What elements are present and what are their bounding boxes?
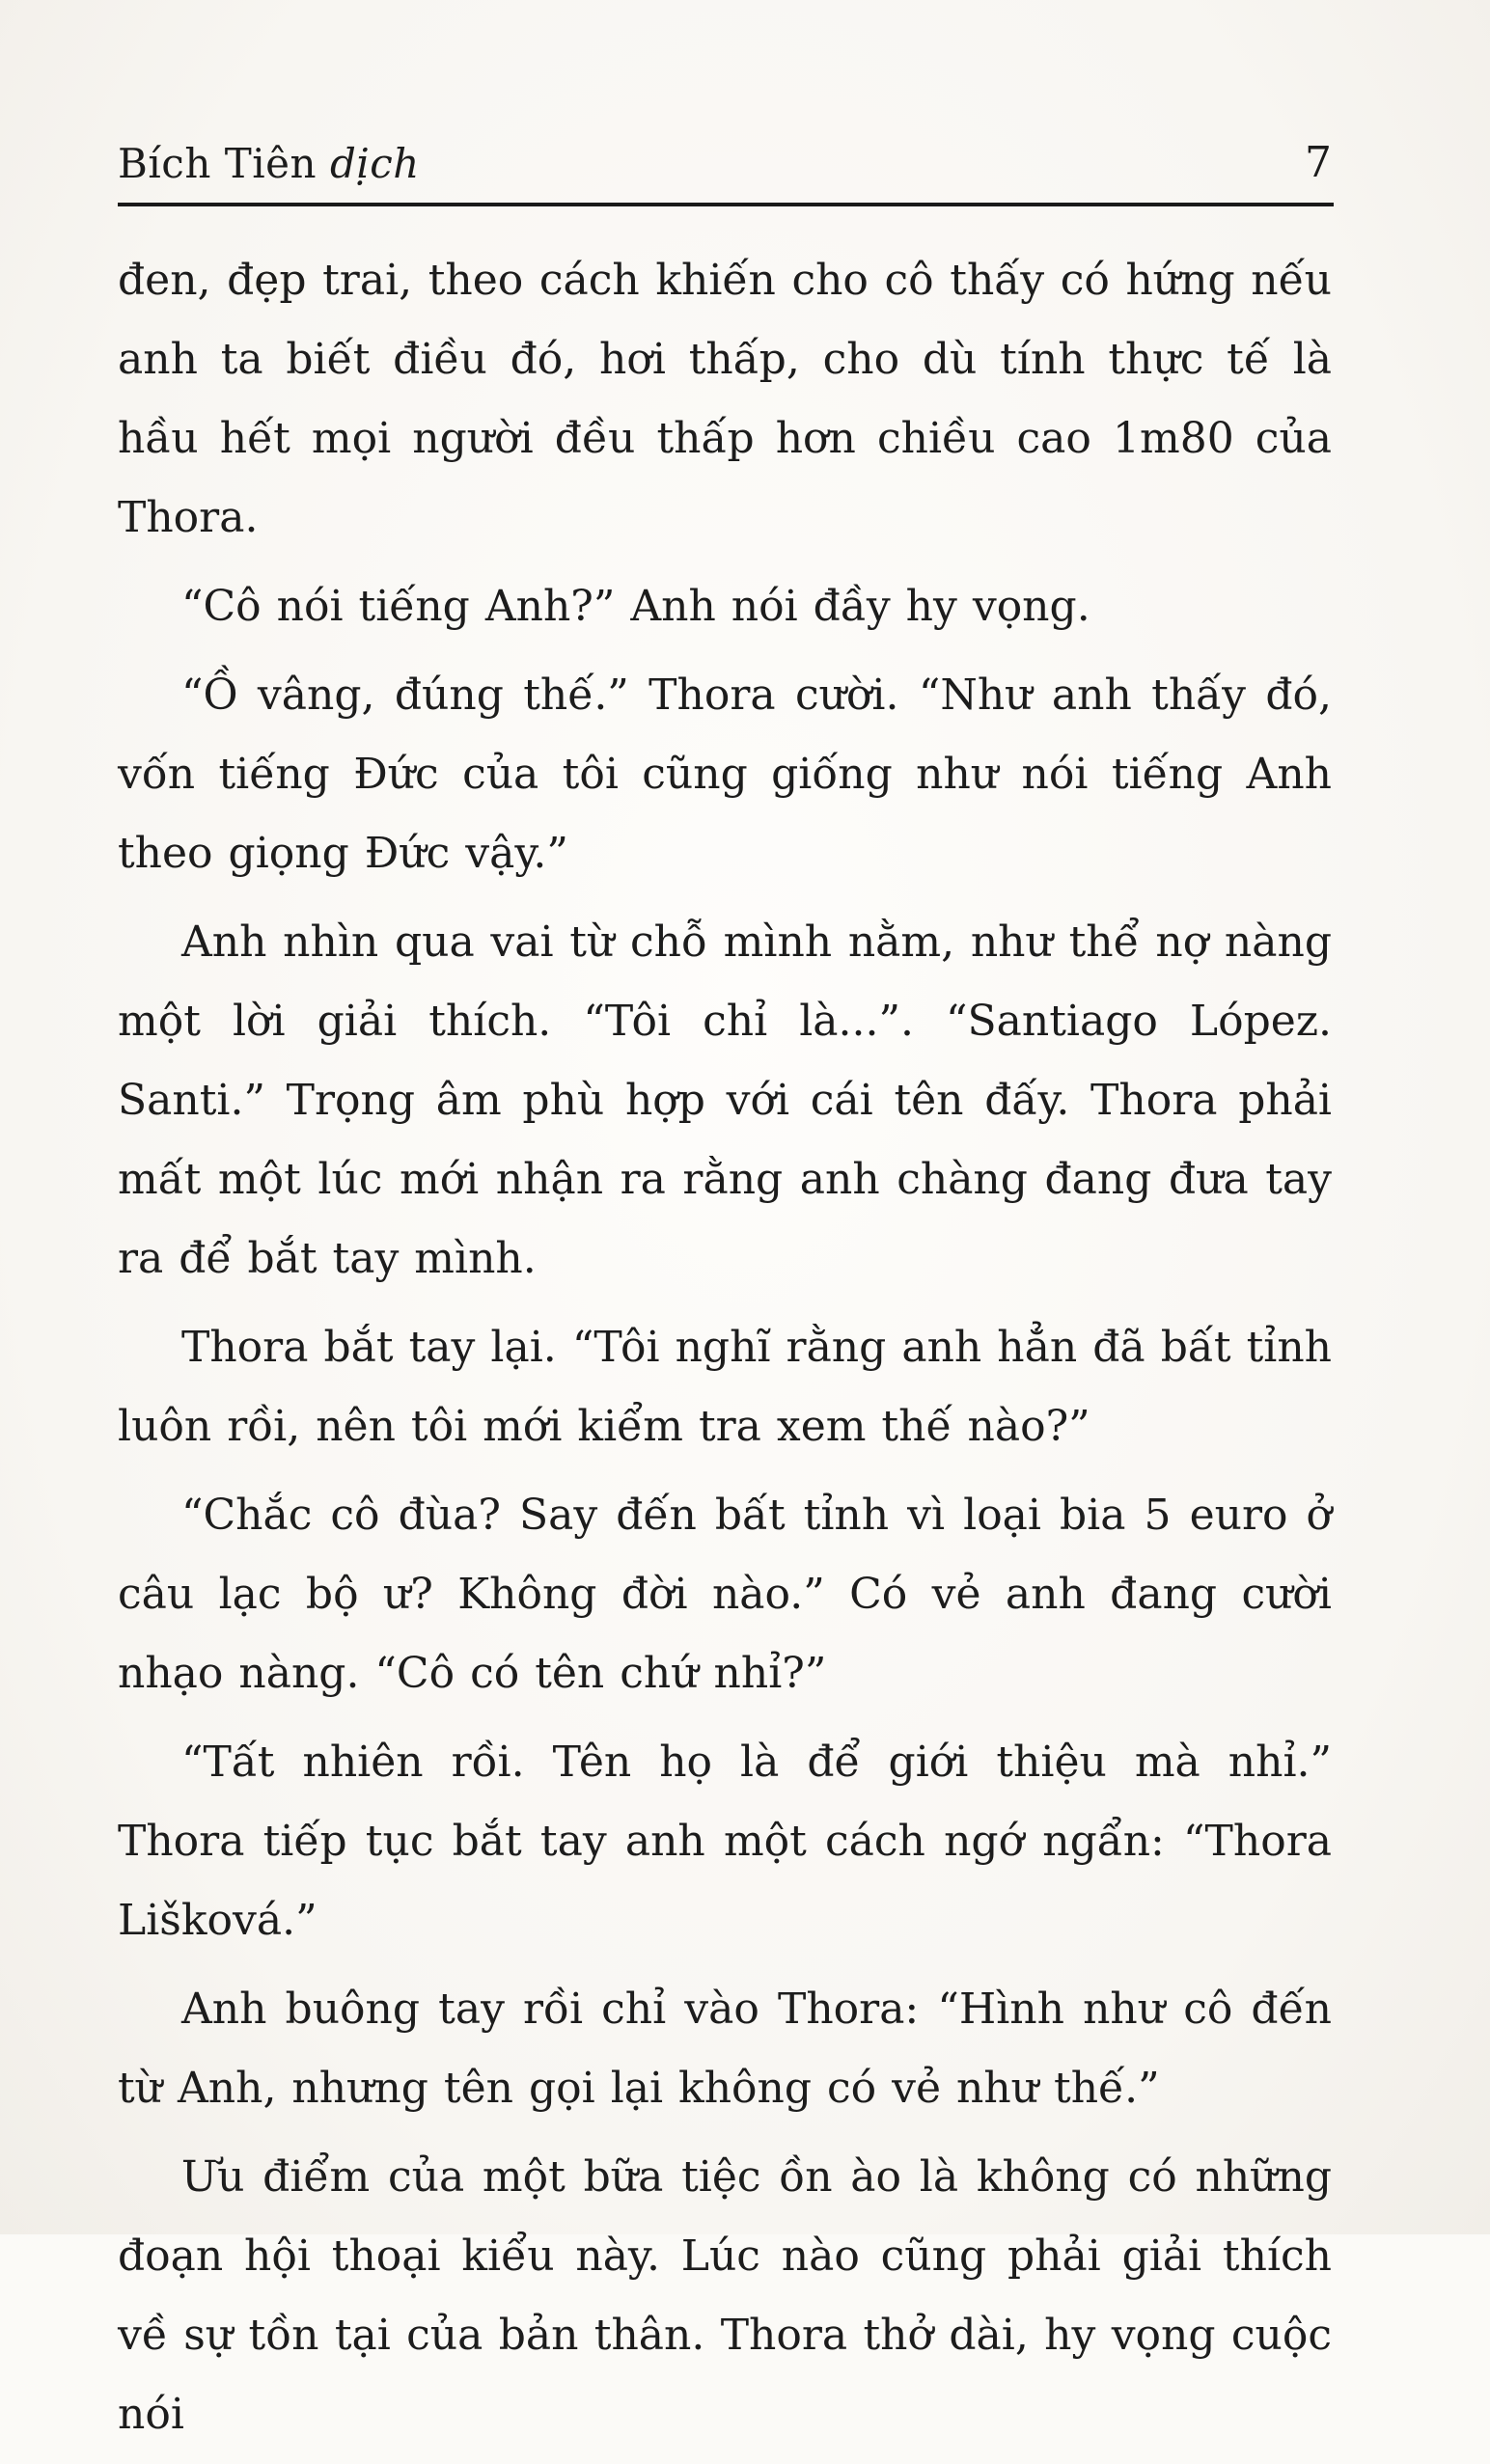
- paragraph-4: Anh nhìn qua vai từ chỗ mình nằm, như thể nợ nàng một lời giải thích. “Tôi chỉ là...”. “Santiago López. Santi.” Trọng âm phù hợp với cái tên đấy. Thora phải mất một lúc mới nhận ra rằng anh chàng đang đưa tay ra để bắt tay mình.: [118, 917, 1332, 1283]
- paragraph-5: Thora bắt tay lại. “Tôi nghĩ rằng anh hẳn đã bất tỉnh luôn rồi, nên tôi mới kiểm tra xem thế nào?”: [118, 1323, 1332, 1451]
- page-number: 7: [1305, 138, 1332, 187]
- paragraph-8: Anh buông tay rồi chỉ vào Thora: “Hình như cô đến từ Anh, nhưng tên gọi lại không có vẻ như thế.”: [118, 1985, 1332, 2113]
- paragraph-3: “Ồ vâng, đúng thế.” Thora cười. “Như anh thấy đó, vốn tiếng Đức của tôi cũng giống như nói tiếng Anh theo giọng Đức vậy.”: [118, 671, 1332, 878]
- body-text: [118, 241, 1332, 2464]
- paragraph-1: đen, đẹp trai, theo cách khiến cho cô thấy có hứng nếu anh ta biết điều đó, hơi thấp, cho dù tính thực tế là hầu hết mọi người đều thấp hơn chiều cao 1m80 của Thora.: [118, 256, 1332, 542]
- header-rule: [118, 203, 1334, 206]
- translator-name: Bích Tiên: [118, 140, 317, 187]
- paragraph-9: Ưu điểm của một bữa tiệc ồn ào là không có những đoạn hội thoại kiểu này. Lúc nào cũng phải giải thích về sự tồn tại của bản thân. Thora thở dài, hy vọng cuộc nói: [118, 2152, 1332, 2439]
- running-header: [118, 135, 1332, 203]
- paragraph-2: “Cô nói tiếng Anh?” Anh nói đầy hy vọng.: [181, 582, 1090, 631]
- translator-credit: [118, 140, 420, 187]
- paragraph-6: “Chắc cô đùa? Say đến bất tỉnh vì loại bia 5 euro ở câu lạc bộ ư? Không đời nào.” Có vẻ anh đang cười nhạo nàng. “Cô có tên chứ nhỉ?”: [118, 1491, 1332, 1698]
- paragraph-7: “Tất nhiên rồi. Tên họ là để giới thiệu mà nhỉ.” Thora tiếp tục bắt tay anh một cách ngớ ngẩn: “Thora Lišková.”: [118, 1738, 1332, 1945]
- translator-role: dịch: [329, 140, 420, 187]
